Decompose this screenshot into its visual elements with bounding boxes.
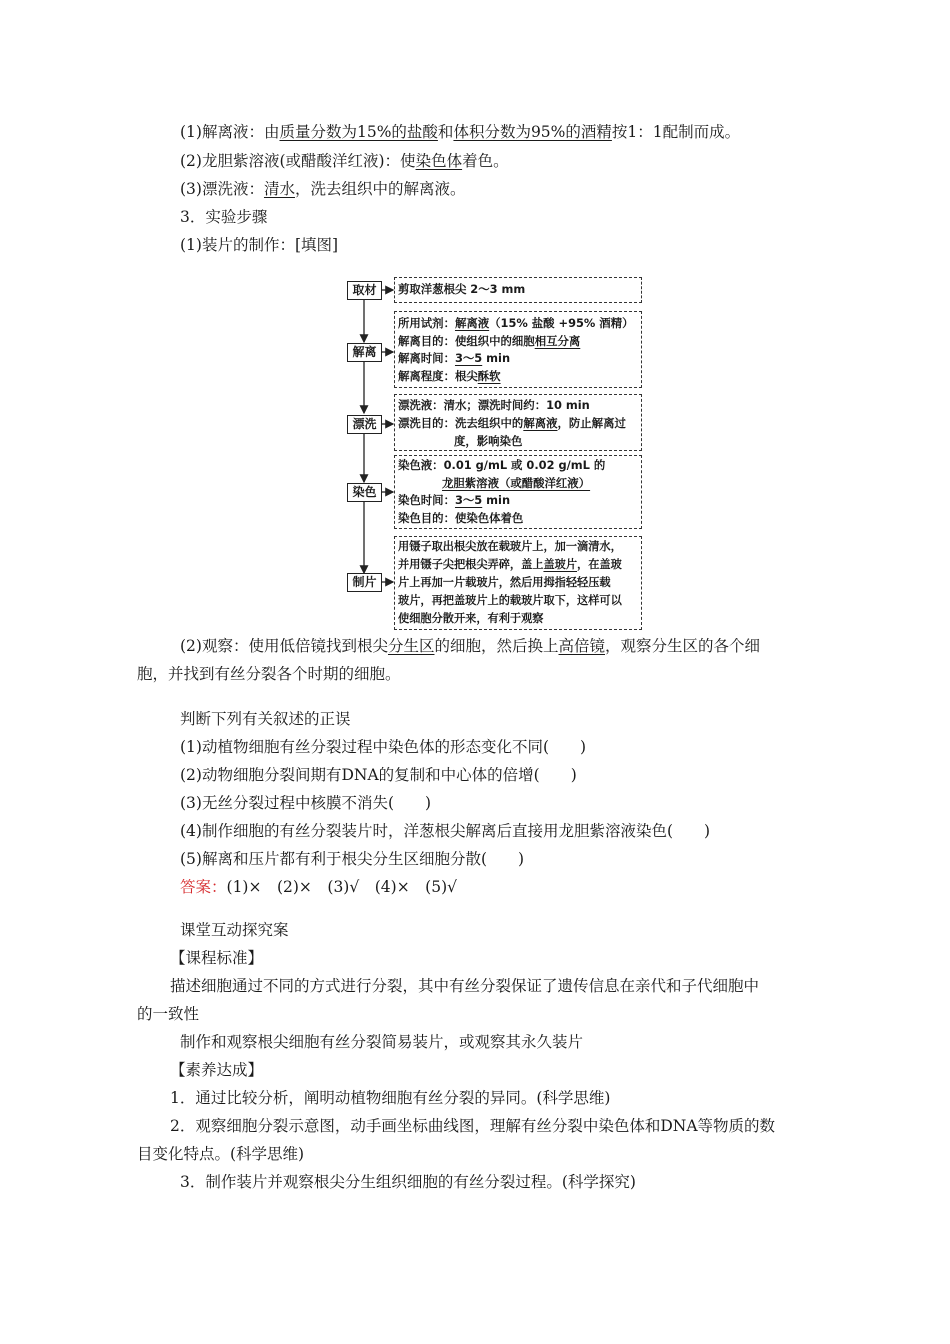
box-row bbox=[398, 350, 638, 368]
box-row bbox=[398, 333, 638, 351]
flow-box-sampling bbox=[394, 277, 642, 303]
slide-making-heading: (1)装片的制作：[填图] bbox=[180, 236, 339, 254]
text-segment: ，防止解离过 bbox=[557, 416, 626, 430]
flow-step-staining: 染色 bbox=[347, 483, 382, 502]
reagent-line-2 bbox=[180, 151, 509, 171]
literacy-item-2: 2．观察细胞分裂示意图，动手画坐标曲线图，理解有丝分裂中染色体和DNA等物质的数 bbox=[170, 1117, 776, 1135]
text-segment: (1)解离液：由 bbox=[180, 123, 280, 141]
box-row: 片上再加一片载玻片，然后用拇指轻轻压载 bbox=[398, 576, 611, 589]
judgement-item-1: (1)动植物细胞有丝分裂过程中染色体的形态变化不同( ) bbox=[180, 738, 587, 756]
box-row: 染色液：0.01 g/mL 或 0.02 g/mL 的 bbox=[398, 458, 606, 472]
judgement-item-5: (5)解离和压片都有利于根尖分生区细胞分散( ) bbox=[180, 850, 525, 868]
text-segment: min bbox=[482, 351, 511, 365]
standard-line-3: 制作和观察根尖细胞有丝分裂简易装片，或观察其永久装片 bbox=[180, 1033, 584, 1051]
flow-box-staining bbox=[394, 455, 642, 529]
text-segment: 所用试剂： bbox=[398, 316, 455, 330]
box-row: 玻片，再把盖玻片上的载玻片取下，这样可以 bbox=[398, 594, 622, 607]
text-segment: ，在盖玻 bbox=[577, 558, 622, 571]
text-segment: ，观察分生区的各个细 bbox=[605, 637, 761, 655]
box-row bbox=[398, 315, 638, 333]
fill-answer: 分生区 bbox=[387, 637, 435, 655]
literacy-item-1: 1．通过比较分析，阐明动植物细胞有丝分裂的异同。(科学思维) bbox=[170, 1089, 611, 1107]
curriculum-standard-title: 【课程标准】 bbox=[170, 949, 264, 967]
standard-line-2: 的一致性 bbox=[137, 1005, 200, 1023]
section-title: 课堂互动探究案 bbox=[180, 921, 289, 939]
answer-label: 答案： bbox=[180, 878, 227, 896]
answer-text: (1)× (2)× (3)√ (4)× (5)√ bbox=[226, 878, 458, 896]
text-segment: 着色。 bbox=[462, 152, 509, 170]
fill-answer: 酥软 bbox=[477, 368, 501, 383]
text-segment: （15% 盐酸 +95% 酒精） bbox=[489, 316, 634, 330]
flow-box-dissociation bbox=[394, 311, 642, 388]
text-segment: 并用镊子尖把根尖弄碎，盖上 bbox=[398, 558, 544, 571]
text-segment: 染色时间： bbox=[398, 493, 455, 507]
text-segment: (2)龙胆紫溶液(或醋酸洋红液)：使 bbox=[180, 152, 416, 170]
text-segment: 解离时间： bbox=[398, 351, 455, 365]
literacy-item-3: 3．制作装片并观察根尖分生组织细胞的有丝分裂过程。(科学探究) bbox=[180, 1173, 636, 1191]
box-row: 用镊子取出根尖放在载玻片上，加一滴清水， bbox=[398, 540, 622, 553]
fill-answer: 质量分数为15%的盐酸 bbox=[279, 123, 438, 141]
box-row bbox=[398, 556, 638, 574]
text-segment: 和 bbox=[437, 123, 454, 141]
box-row: 染色目的：使染色体着色 bbox=[398, 510, 524, 525]
box-row: 使细胞分散开来，有利于观察 bbox=[398, 612, 544, 625]
literacy-item-2-cont: 目变化特点。(科学思维) bbox=[137, 1145, 305, 1163]
text-segment: ，洗去组织中的解离液。 bbox=[294, 180, 466, 198]
text-segment: 解离目的：使组织中的细胞 bbox=[398, 333, 535, 348]
box-text: 剪取洋葱根尖 2～3 mm bbox=[398, 282, 526, 296]
box-row bbox=[398, 368, 638, 386]
box-row: 漂洗液：清水；漂洗时间约：10 min bbox=[398, 398, 590, 412]
box-row bbox=[398, 475, 638, 493]
fill-answer: 盖玻片 bbox=[543, 558, 578, 571]
standard-line-1: 描述细胞通过不同的方式进行分裂，其中有丝分裂保证了遗传信息在亲代和子代细胞中 bbox=[170, 977, 760, 995]
flow-step-dissociation: 解离 bbox=[347, 343, 382, 362]
flow-box-mounting bbox=[394, 536, 642, 630]
fill-answer: 高倍镜 bbox=[558, 637, 606, 655]
fill-answer: 染色体 bbox=[415, 152, 463, 170]
box-row bbox=[398, 492, 638, 510]
text-segment: 漂洗目的：洗去组织中的 bbox=[398, 416, 524, 430]
judgement-item-2: (2)动物细胞分裂间期有DNA的复制和中心体的倍增( ) bbox=[180, 766, 577, 784]
flow-step-sampling: 取材 bbox=[347, 281, 382, 300]
fill-answer: 3～5 bbox=[454, 493, 483, 507]
judgement-item-3: (3)无丝分裂过程中核膜不消失( ) bbox=[180, 794, 432, 812]
fill-answer: 3～5 bbox=[454, 351, 483, 365]
text-segment: (3)漂洗液： bbox=[180, 180, 264, 198]
fill-answer: 解离液 bbox=[454, 316, 490, 330]
reagent-line-1 bbox=[180, 122, 740, 142]
fill-answer: 清水 bbox=[263, 180, 295, 198]
text-segment: 按1：1配制而成。 bbox=[611, 123, 741, 141]
judgement-title: 判断下列有关叙述的正误 bbox=[180, 710, 351, 728]
fill-answer: 相互分离 bbox=[534, 333, 581, 348]
answer-line bbox=[180, 877, 457, 897]
step-heading: 3．实验步骤 bbox=[180, 208, 268, 226]
reagent-line-3 bbox=[180, 179, 466, 199]
text-segment: 的细胞，然后换上 bbox=[434, 637, 559, 655]
judgement-item-4: (4)制作细胞的有丝分裂装片时，洋葱根尖解离后直接用龙胆紫溶液染色( ) bbox=[180, 822, 711, 840]
fill-answer: 龙胆紫溶液（或醋酸洋红液） bbox=[442, 475, 591, 490]
text-segment: (2)观察：使用低倍镜找到根尖 bbox=[180, 637, 388, 655]
text-segment: 解离程度：根尖 bbox=[398, 368, 478, 383]
box-row: 度，影响染色 bbox=[454, 434, 523, 448]
box-row bbox=[398, 414, 638, 432]
flow-box-rinsing bbox=[394, 394, 642, 451]
literacy-title: 【素养达成】 bbox=[170, 1061, 264, 1079]
fill-answer: 体积分数为95%的酒精 bbox=[453, 123, 612, 141]
text-segment: min bbox=[482, 493, 511, 507]
fill-answer: 解离液 bbox=[523, 416, 558, 430]
flow-step-mounting: 制片 bbox=[347, 573, 382, 592]
flow-step-rinsing: 漂洗 bbox=[347, 415, 382, 434]
observation-line-2: 胞，并找到有丝分裂各个时期的细胞。 bbox=[137, 665, 401, 683]
observation-line-1 bbox=[180, 636, 760, 656]
